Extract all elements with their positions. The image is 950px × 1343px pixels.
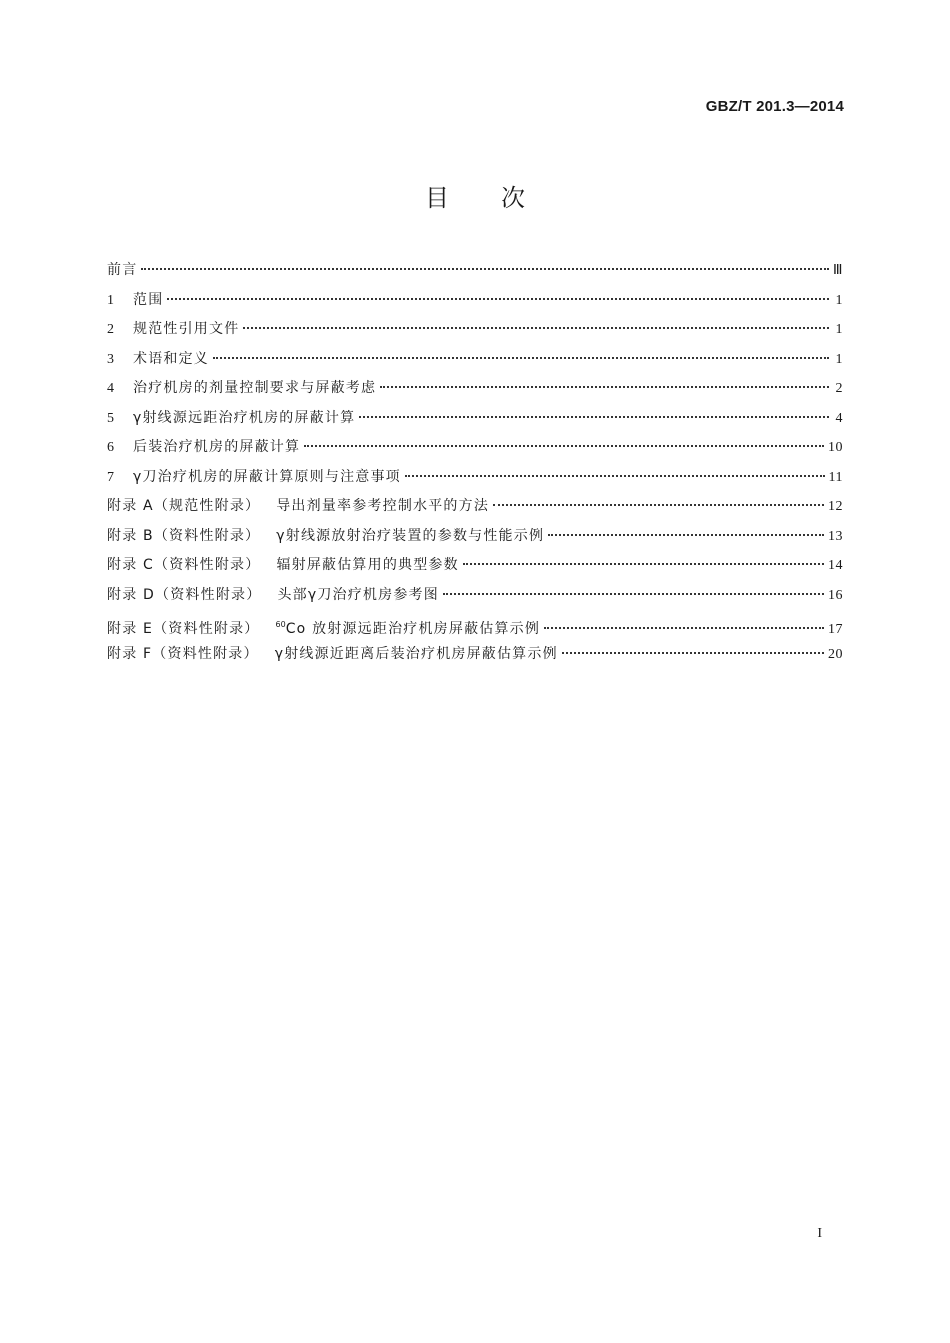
- toc-entry-label: [107, 315, 239, 345]
- toc-leader-dots: [167, 298, 829, 300]
- toc-entry[interactable]: [107, 256, 843, 286]
- toc-entry-number: 5: [107, 410, 114, 426]
- toc-entry-number: 6: [107, 440, 114, 455]
- toc-entry-number: 3: [107, 351, 114, 367]
- toc-entry[interactable]: [107, 640, 843, 670]
- toc-entry-page: 1: [835, 292, 843, 308]
- toc-leader-dots: [544, 627, 824, 629]
- toc-entry-annex-prefix: 附录 A（规范性附录）: [107, 498, 261, 514]
- toc-entry-annex-prefix: 附录 B（资料性附录）: [107, 527, 261, 544]
- toc-entry-label: [107, 492, 489, 522]
- toc-entry-label: [107, 581, 439, 611]
- toc-entry-text: 头部γ刀治疗机房参考图: [277, 586, 439, 603]
- toc-entry-annex-prefix: 附录 F（资料性附录）: [107, 645, 259, 662]
- toc-entry-page: 4: [835, 410, 843, 426]
- toc-entry-label: [107, 640, 558, 670]
- toc-entry-number: 1: [107, 292, 114, 308]
- toc-entry[interactable]: [107, 374, 843, 404]
- toc-entry[interactable]: [107, 581, 843, 611]
- toc-entry-label: [107, 374, 376, 404]
- toc-entry-label: [107, 522, 544, 552]
- toc-entry-superscript: 60: [275, 620, 286, 629]
- toc-entry-text: γ射线源近距离后装治疗机房屏蔽估算示例: [274, 645, 558, 662]
- toc-entry[interactable]: [107, 551, 843, 581]
- toc-leader-dots: [380, 386, 829, 388]
- toc-entry-page: 11: [828, 469, 843, 485]
- toc-leader-dots: [443, 593, 824, 595]
- toc-entry-page: 1: [835, 351, 843, 367]
- toc-leader-dots: [562, 652, 824, 654]
- toc-leader-dots: [548, 534, 824, 536]
- toc-entry-label: [107, 463, 401, 493]
- toc-entry-number: 7: [107, 469, 114, 485]
- toc-entry-text: 治疗机房的剂量控制要求与屏蔽考虑: [133, 380, 377, 396]
- toc-entry-page: 20: [828, 646, 843, 662]
- toc-entry-text: 导出剂量率参考控制水平的方法: [276, 498, 490, 514]
- toc-entry-text: 术语和定义: [133, 350, 209, 367]
- toc-entry[interactable]: [107, 404, 843, 434]
- standard-code: GBZ/T 201.3—2014: [705, 98, 844, 115]
- toc-entry[interactable]: [107, 463, 843, 493]
- toc-leader-dots: [493, 504, 824, 506]
- toc-entry-label: [107, 551, 459, 581]
- toc-entry-page: 16: [828, 587, 843, 603]
- toc-entry-label: [107, 404, 355, 434]
- toc-entry[interactable]: [107, 610, 843, 640]
- page-number: I: [817, 1226, 822, 1241]
- toc-entry-text: 范围: [133, 291, 164, 308]
- toc-entry[interactable]: [107, 522, 843, 552]
- toc-entry-label: [107, 256, 137, 286]
- toc-entry-label: [107, 345, 209, 375]
- toc-entry-page: 17: [828, 622, 843, 637]
- toc-entry[interactable]: [107, 315, 843, 345]
- toc-entry-number: 4: [107, 381, 114, 396]
- toc-entry-page: 1: [835, 322, 843, 337]
- toc-entry[interactable]: [107, 345, 843, 375]
- page-title: 目次: [425, 184, 577, 212]
- toc-entry-text: γ射线源放射治疗装置的参数与性能示例: [276, 527, 545, 544]
- toc-entry-text: γ射线源远距治疗机房的屏蔽计算: [133, 409, 356, 426]
- toc-entry-page: Ⅲ: [832, 263, 843, 278]
- toc-entry[interactable]: [107, 286, 843, 316]
- toc-entry-page: 14: [828, 558, 843, 573]
- toc-entry-annex-prefix: 附录 C（资料性附录）: [107, 557, 261, 573]
- toc-leader-dots: [304, 445, 824, 447]
- toc-entry-label: [107, 286, 163, 316]
- toc-entry[interactable]: [107, 492, 843, 522]
- toc-entry[interactable]: [107, 433, 843, 463]
- toc-leader-dots: [141, 268, 828, 270]
- toc-entry-page: 12: [828, 499, 843, 514]
- toc-entry-text: γ刀治疗机房的屏蔽计算原则与注意事项: [133, 468, 401, 485]
- toc-entry-label: [107, 433, 300, 463]
- toc-entry-page: 10: [828, 440, 843, 455]
- toc-entry-text: 辐射屏蔽估算用的典型参数: [276, 557, 459, 573]
- toc-entry-page: 13: [828, 528, 843, 544]
- toc-entry-text: 前言: [107, 262, 138, 278]
- toc-leader-dots: [213, 357, 829, 359]
- toc-entry-text: Co 放射源远距治疗机房屏蔽估算示例: [285, 621, 541, 637]
- toc-entry-text: 后装治疗机房的屏蔽计算: [133, 439, 301, 455]
- toc-leader-dots: [243, 327, 829, 329]
- toc-entry-text: 规范性引用文件: [133, 321, 240, 337]
- toc-leader-dots: [405, 475, 825, 477]
- toc-entry-page: 2: [835, 381, 843, 396]
- toc-entry-annex-prefix: 附录 D（资料性附录）: [107, 586, 262, 603]
- toc-leader-dots: [463, 563, 824, 565]
- table-of-contents: [107, 256, 843, 669]
- toc-leader-dots: [359, 416, 829, 418]
- toc-entry-annex-prefix: 附录 E（资料性附录）: [107, 621, 260, 637]
- toc-entry-number: 2: [107, 322, 114, 337]
